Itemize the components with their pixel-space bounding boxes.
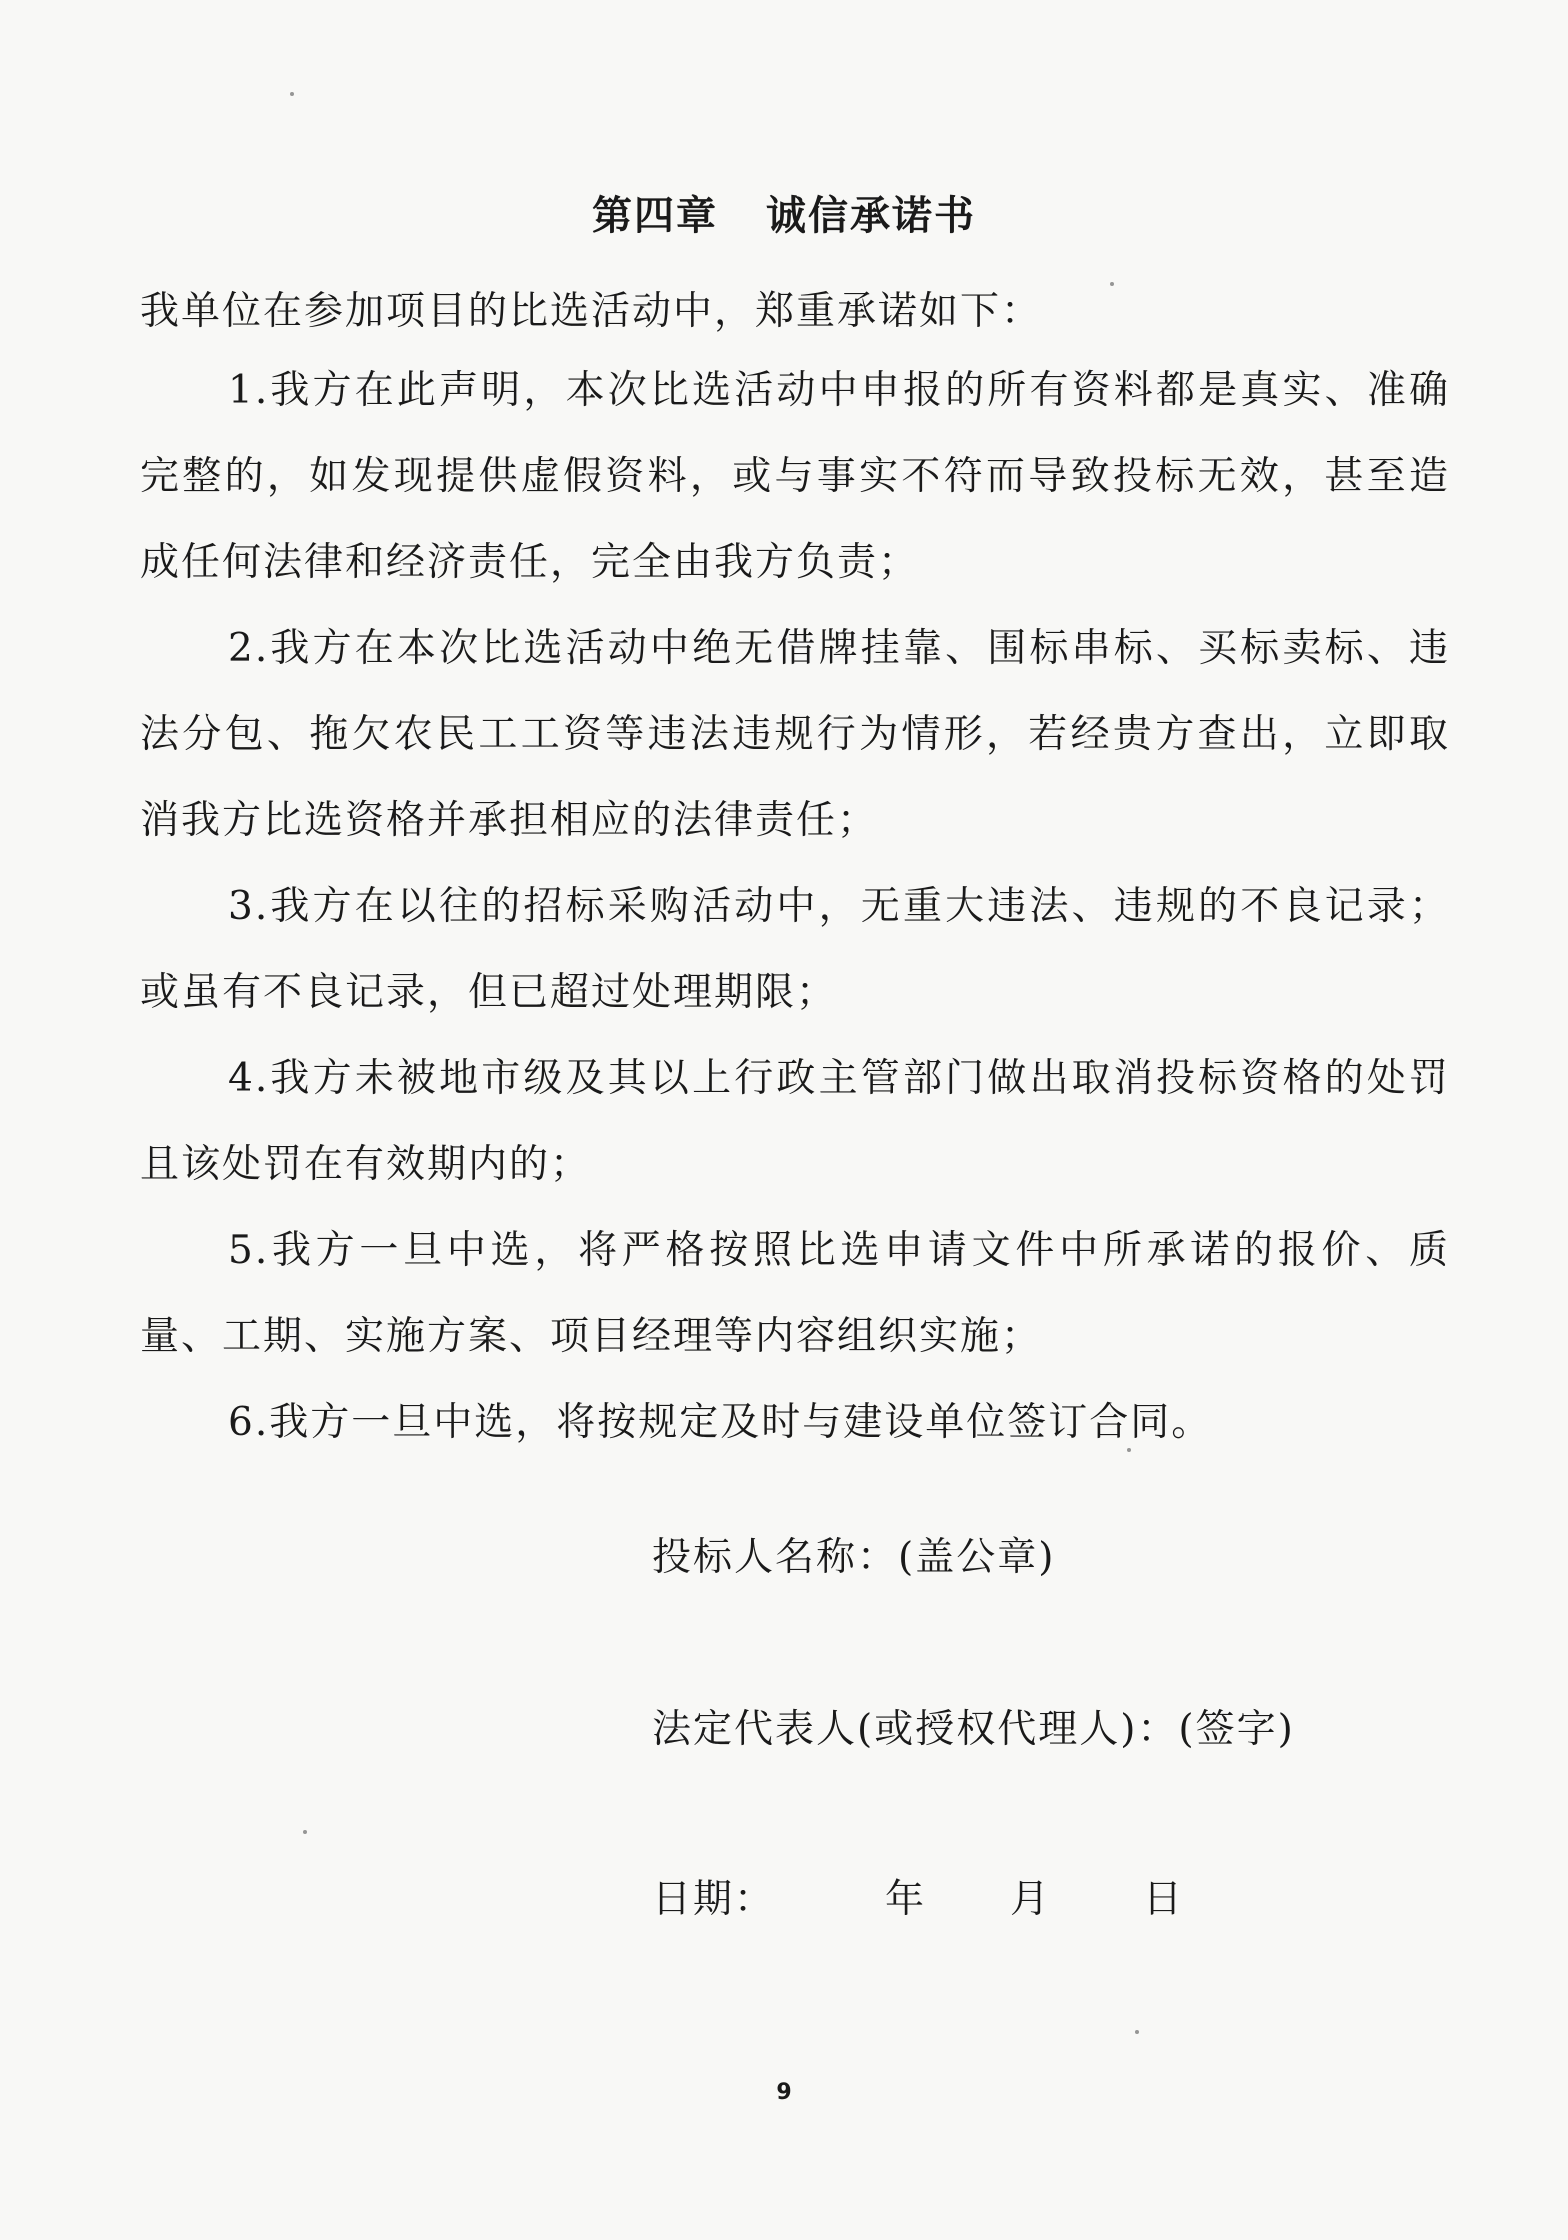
- commitment-item-5: 5.我方一旦中选，将严格按照比选申请文件中所承诺的报价、质量、工期、实施方案、项目经理等内容组织实施；: [140, 1228, 1450, 1359]
- commitment-item-2: 2.我方在本次比选活动中绝无借牌挂靠、围标串标、买标卖标、违法分包、拖欠农民工工资等违法违规行为情形，若经贵方查出，立即取消我方比选资格并承担相应的法律责任；: [140, 626, 1450, 843]
- scan-speck: [1127, 1448, 1131, 1452]
- legal-representative-label: 法定代表人(或授权代理人)：(签字): [652, 1707, 1295, 1752]
- date-year: 年: [885, 1877, 927, 1922]
- scan-speck: [303, 1830, 307, 1834]
- bidder-name-label: 投标人名称：(盖公章): [652, 1535, 1056, 1580]
- page-number: 9: [776, 2080, 792, 2105]
- date-month: 月: [1010, 1877, 1052, 1922]
- commitment-item-6: 6.我方一旦中选，将按规定及时与建设单位签订合同。: [228, 1400, 1213, 1445]
- chapter-label: 第四章: [592, 192, 718, 239]
- commitment-item-1: 1.我方在此声明，本次比选活动中申报的所有资料都是真实、准确完整的，如发现提供虚假资料，或与事实不符而导致投标无效，甚至造成任何法律和经济责任，完全由我方负责；: [140, 368, 1450, 585]
- scan-speck: [1110, 282, 1114, 286]
- scan-speck: [1135, 2030, 1139, 2034]
- page-title: [0, 188, 1568, 244]
- intro-paragraph: 我单位在参加项目的比选活动中，郑重承诺如下：: [140, 289, 1043, 334]
- commitment-item-3: 3.我方在以往的招标采购活动中，无重大违法、违规的不良记录；或虽有不良记录，但已超过处理期限；: [140, 884, 1450, 1015]
- date-day: 日: [1143, 1877, 1185, 1922]
- date-label: 日期：: [652, 1877, 776, 1922]
- commitment-item-4: 4.我方未被地市级及其以上行政主管部门做出取消投标资格的处罚且该处罚在有效期内的；: [140, 1056, 1450, 1187]
- title-text: 诚信承诺书: [766, 192, 976, 239]
- scan-speck: [290, 92, 294, 96]
- date-line: [652, 1872, 1184, 1928]
- commitment-list: [140, 348, 1450, 1466]
